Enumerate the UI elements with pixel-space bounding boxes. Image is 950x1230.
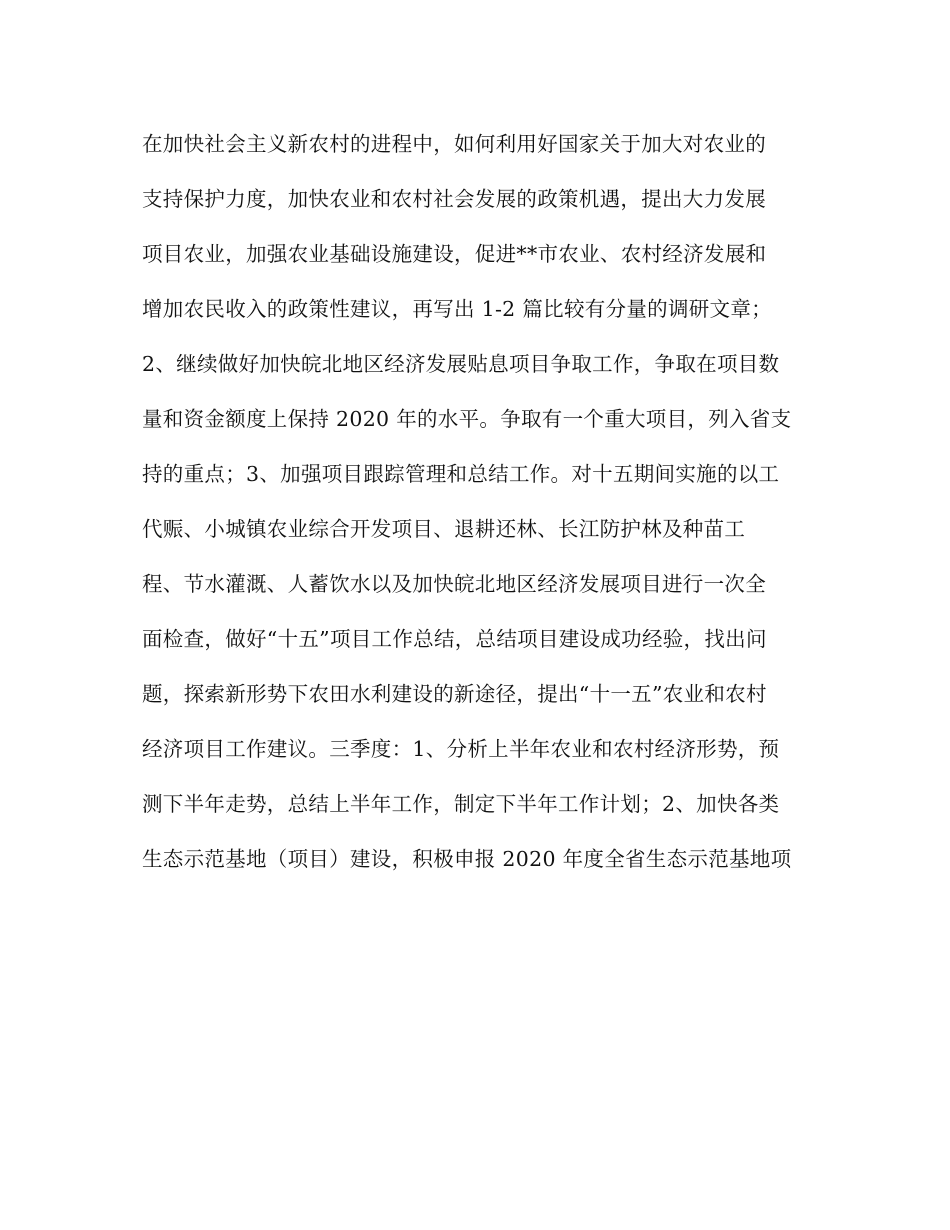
text-line: 经济项目工作建议。三季度：1、分析上半年农业和农村经济形势，预	[142, 737, 780, 761]
text-line: 量和资金额度上保持 2020 年的水平。争取有一个重大项目，列入省支	[142, 407, 792, 431]
text-line: 题，探索新形势下农田水利建设的新途径，提出“十一五”农业和农村	[142, 682, 767, 706]
text-line: 生态示范基地（项目）建设，积极申报 2020 年度全省生态示范基地项	[142, 847, 792, 871]
text-line: 程、节水灌溉、人蓄饮水以及加快皖北地区经济发展项目进行一次全	[142, 572, 766, 596]
text-line: 2、继续做好加快皖北地区经济发展贴息项目争取工作，争取在项目数	[142, 352, 780, 376]
text-line: 支持保护力度，加快农业和农村社会发展的政策机遇，提出大力发展	[142, 187, 766, 211]
text-line: 持的重点；3、加强项目跟踪管理和总结工作。对十五期间实施的以工	[142, 462, 780, 486]
text-line: 增加农民收入的政策性建议，再写出 1-2 篇比较有分量的调研文章；	[142, 297, 772, 321]
text-line: 项目农业，加强农业基础设施建设，促进**市农业、农村经济发展和	[142, 242, 767, 266]
text-line: 在加快社会主义新农村的进程中，如何利用好国家关于加大对农业的	[142, 132, 766, 156]
text-line: 代赈、小城镇农业综合开发项目、退耕还林、长江防护林及种苗工	[142, 517, 746, 541]
text-line: 测下半年走势，总结上半年工作，制定下半年工作计划；2、加快各类	[142, 792, 780, 816]
text-line: 面检查，做好“十五”项目工作总结，总结项目建设成功经验，找出问	[142, 627, 767, 651]
document-body	[142, 124, 822, 894]
